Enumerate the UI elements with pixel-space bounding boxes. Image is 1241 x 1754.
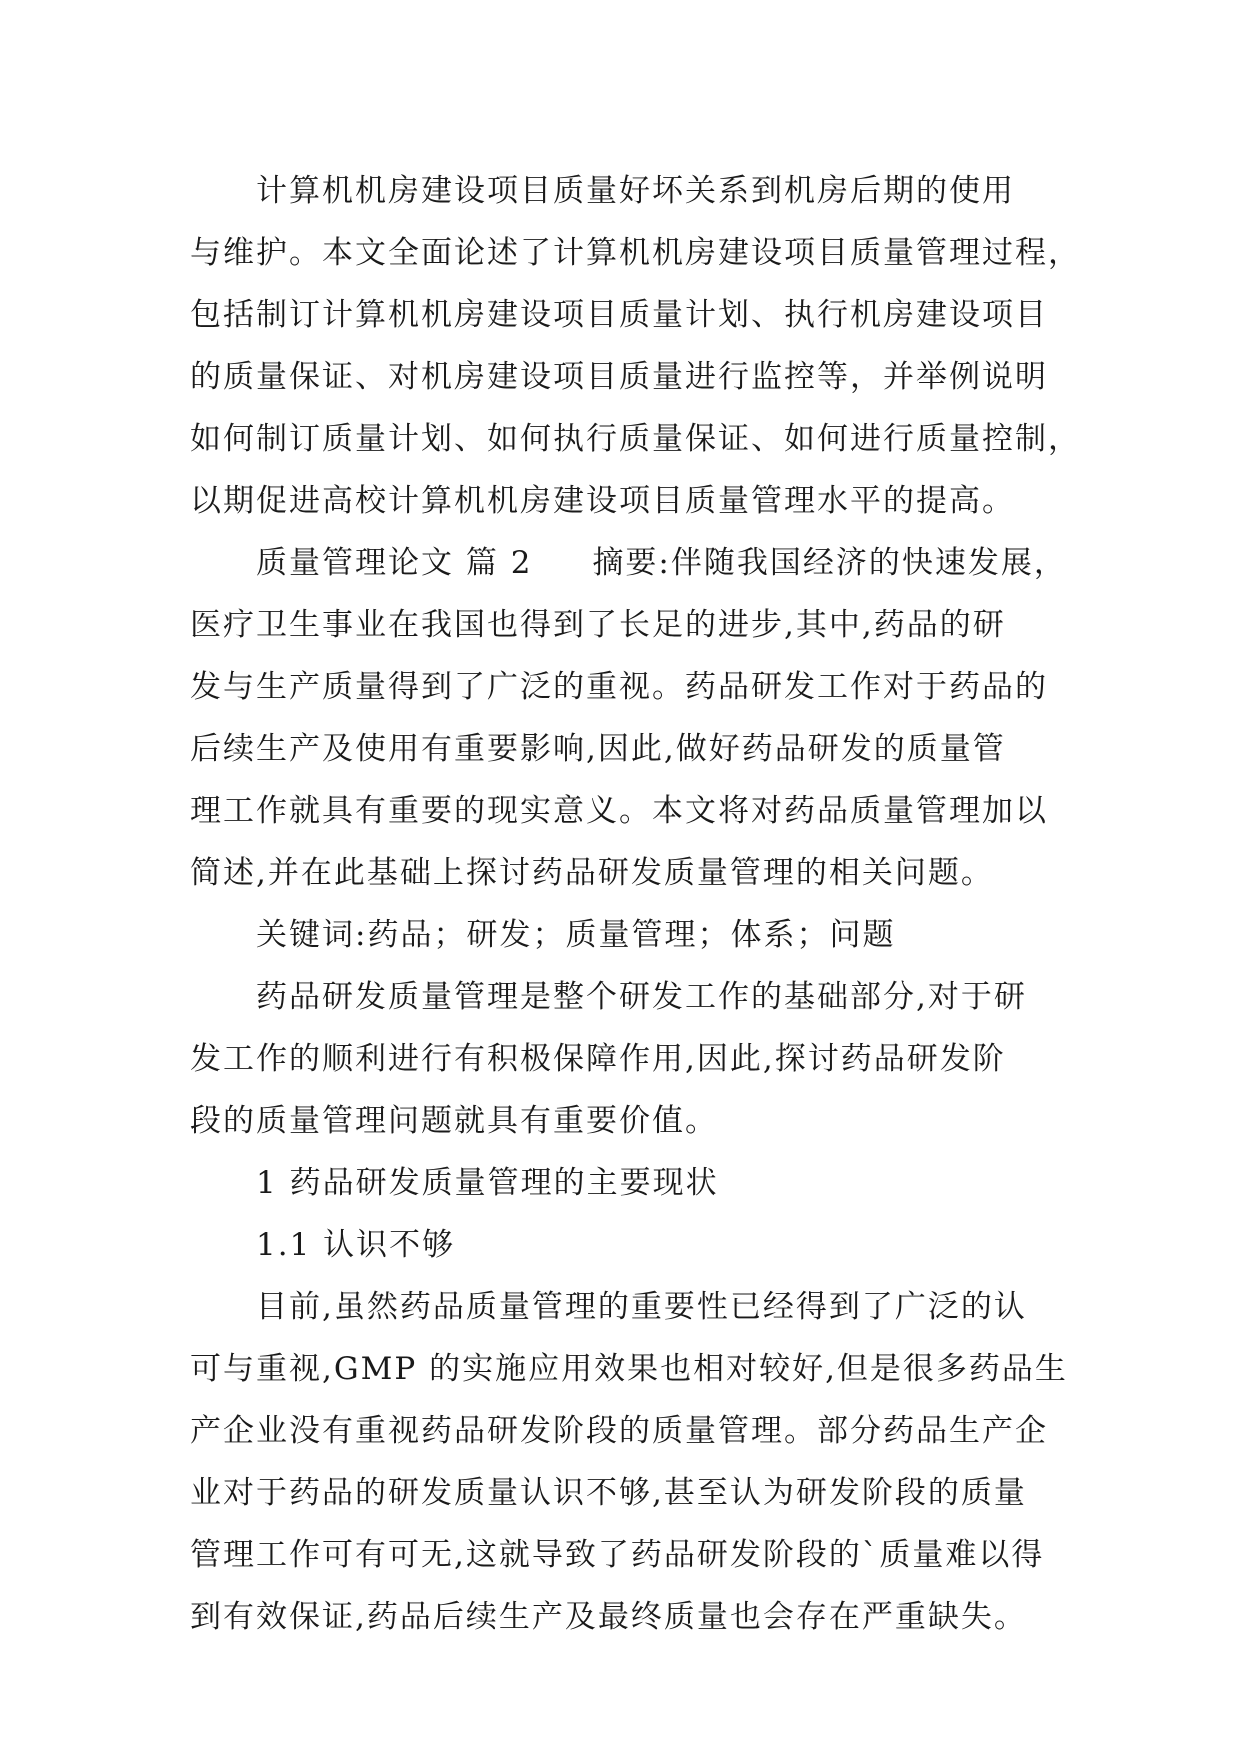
text-line: 发工作的顺利进行有积极保障作用,因此,探讨药品研发阶 <box>190 1041 1006 1077</box>
text-line: 医疗卫生事业在我国也得到了长足的进步,其中,药品的研 <box>190 607 1006 643</box>
document-body <box>190 160 1090 1648</box>
text-line: 可与重视,GMP 的实施应用效果也相对较好,但是很多药品生 <box>190 1351 1068 1387</box>
paragraph-body <box>190 1276 1090 1648</box>
text-line: 以期促进高校计算机机房建设项目质量管理水平的提高。 <box>190 483 1015 519</box>
text-line: 管理工作可有可无,这就导致了药品研发阶段的`质量难以得 <box>190 1537 1045 1573</box>
text-line: 目前,虽然药品质量管理的重要性已经得到了广泛的认 <box>256 1289 1027 1325</box>
section-heading: 质量管理论文 篇 2 <box>256 545 533 581</box>
subsection-heading: 1.1 认识不够 <box>256 1227 456 1263</box>
text-line: 理工作就具有重要的现实意义。本文将对药品质量管理加以 <box>190 793 1048 829</box>
text-line: 如何制订质量计划、如何执行质量保证、如何进行质量控制， <box>190 421 1081 457</box>
text-line: 简述,并在此基础上探讨药品研发质量管理的相关问题。 <box>190 855 994 891</box>
heading-section-1-1 <box>190 1214 1090 1276</box>
text-line: 业对于药品的研发质量认识不够,甚至认为研发阶段的质量 <box>190 1475 1027 1511</box>
text-line: 药品研发质量管理是整个研发工作的基础部分,对于研 <box>256 979 1027 1015</box>
text-line: 与维护。本文全面论述了计算机机房建设项目质量管理过程， <box>190 235 1081 271</box>
paragraph-keywords <box>190 904 1090 966</box>
text-line: 发与生产质量得到了广泛的重视。药品研发工作对于药品的 <box>190 669 1048 705</box>
text-line <box>190 532 1090 594</box>
text-line: 后续生产及使用有重要影响,因此,做好药品研发的质量管 <box>190 731 1006 767</box>
text-line: 段的质量管理问题就具有重要价值。 <box>190 1103 718 1139</box>
paragraph-abstract-1 <box>190 160 1090 532</box>
paragraph-intro <box>190 966 1090 1152</box>
text-line: 计算机机房建设项目质量好坏关系到机房后期的使用 <box>256 173 1015 209</box>
paragraph-abstract-2 <box>190 532 1090 904</box>
keywords-line: 关键词:药品；研发；质量管理；体系；问题 <box>256 917 896 953</box>
text-line: 产企业没有重视药品研发阶段的质量管理。部分药品生产企 <box>190 1413 1048 1449</box>
text-line: 到有效保证,药品后续生产及最终质量也会存在严重缺失。 <box>190 1599 1027 1635</box>
section-heading: 1 药品研发质量管理的主要现状 <box>256 1165 719 1201</box>
heading-section-1 <box>190 1152 1090 1214</box>
abstract-start: 摘要:伴随我国经济的快速发展， <box>592 545 1067 581</box>
text-line: 的质量保证、对机房建设项目质量进行监控等，并举例说明 <box>190 359 1048 395</box>
text-line: 包括制订计算机机房建设项目质量计划、执行机房建设项目 <box>190 297 1048 333</box>
